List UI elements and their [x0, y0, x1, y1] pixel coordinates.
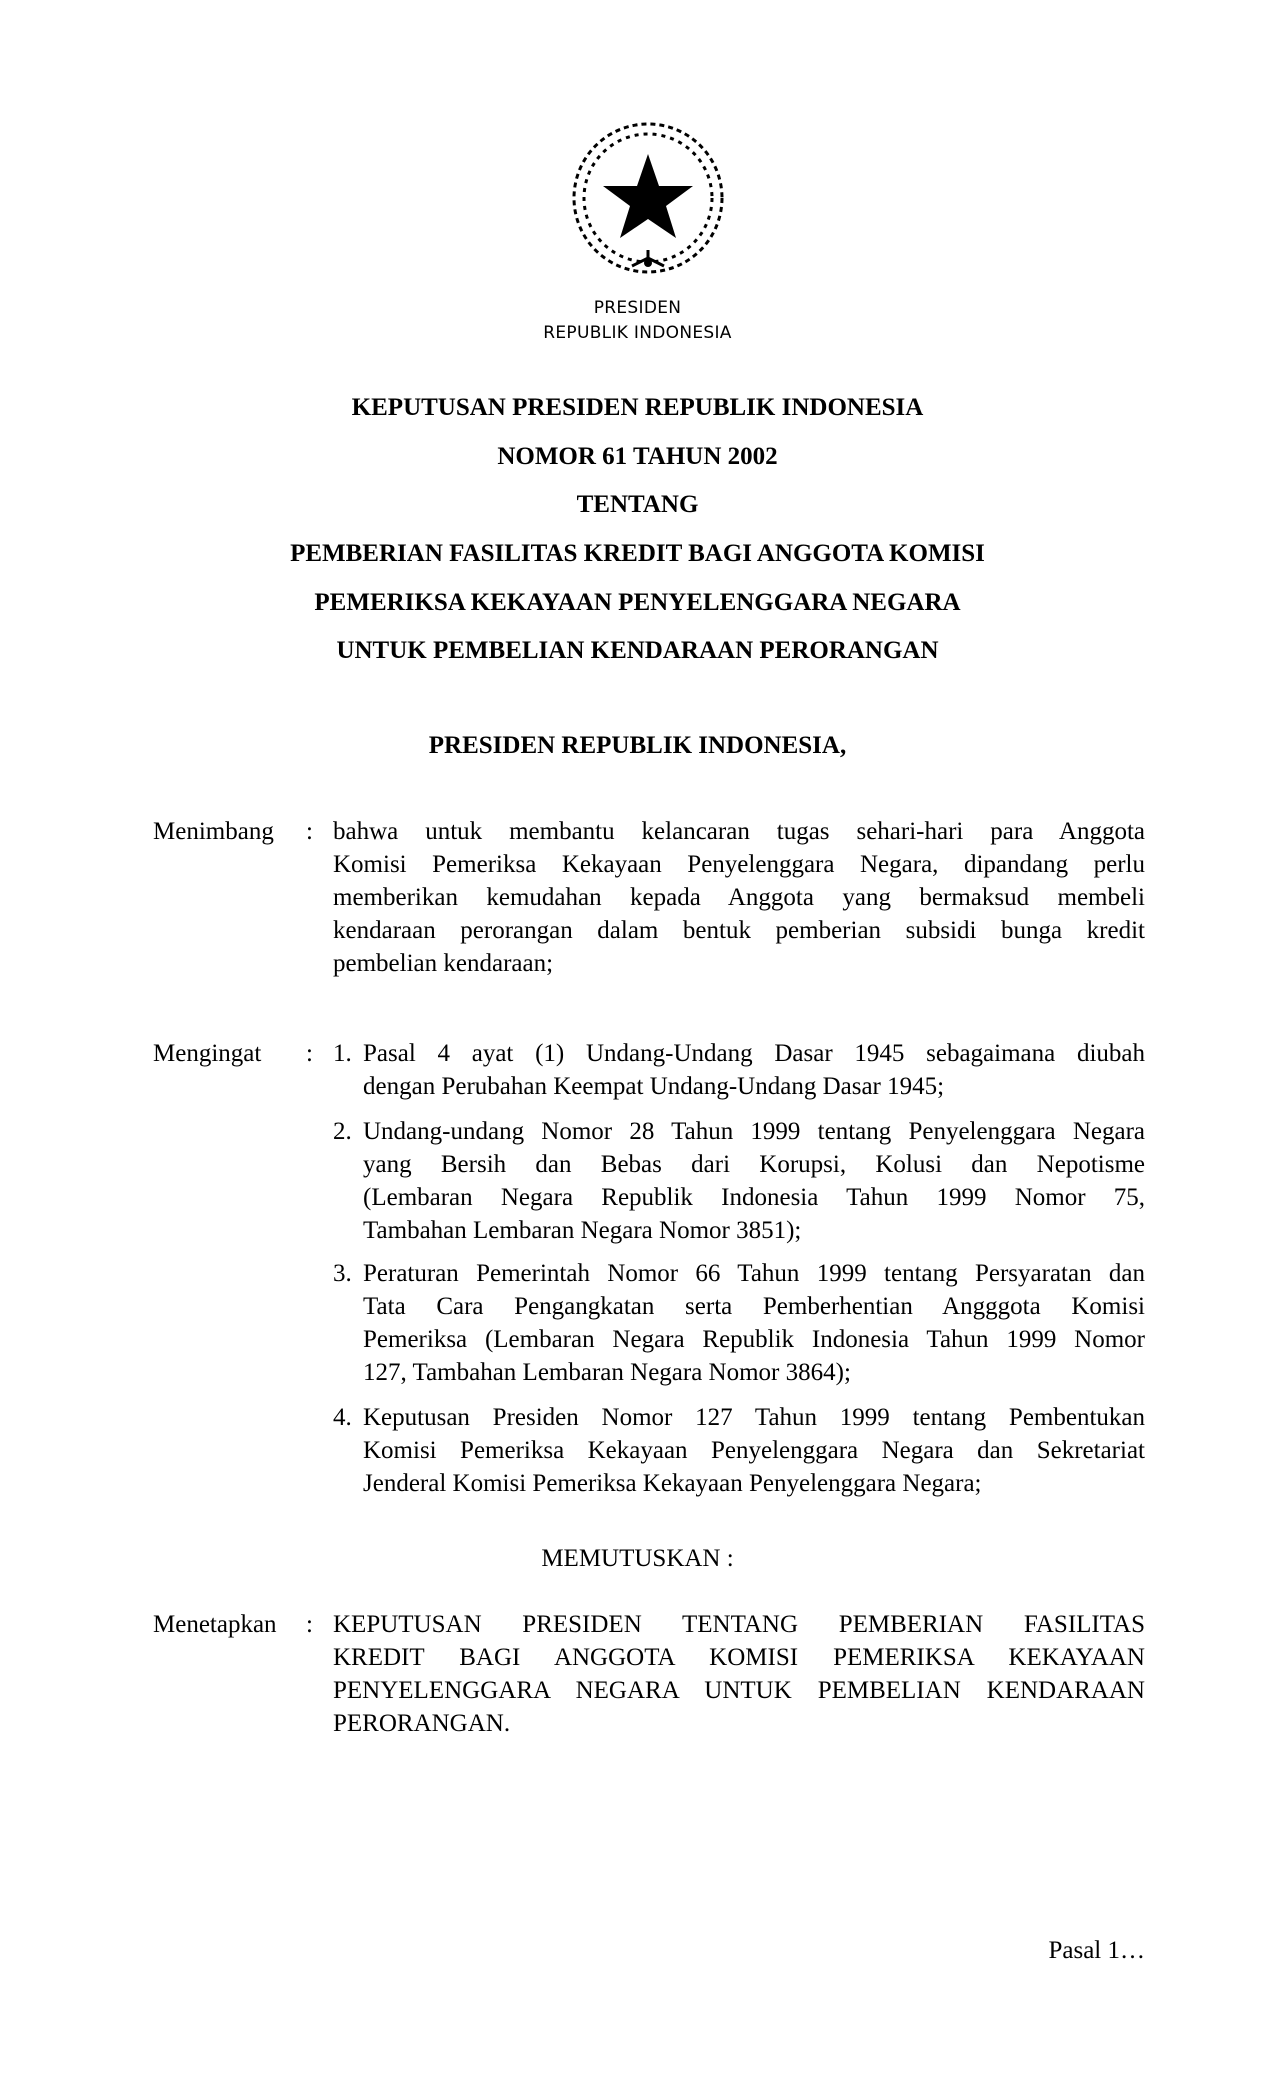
item-number: 3. — [333, 1260, 352, 1287]
menimbang-colon: : — [306, 818, 313, 845]
menimbang-text — [333, 815, 1145, 980]
menimbang-label: Menimbang — [153, 818, 274, 845]
mengingat-item — [333, 1401, 1145, 1500]
letterhead-line1: PRESIDEN — [593, 298, 682, 318]
text-line: (Lembaran Negara Republik Indonesia Tahun 1999 Nomor 75, — [363, 1184, 1145, 1211]
text-line: Komisi Pemeriksa Kekayaan Penyelenggara Negara, dipandang perlu — [333, 851, 1145, 878]
text-line: pembelian kendaraan; — [333, 950, 554, 977]
text-line: PENYELENGGARA NEGARA UNTUK PEMBELIAN KENDARAAN — [333, 1677, 1145, 1704]
text-line: Pasal 4 ayat (1) Undang-Undang Dasar 1945 sebagaimana diubah — [363, 1040, 1145, 1067]
item-number: 1. — [333, 1040, 352, 1067]
text-line: Pemeriksa (Lembaran Negara Republik Indonesia Tahun 1999 Nomor — [363, 1326, 1145, 1353]
text-line: Tambahan Lembaran Negara Nomor 3851); — [363, 1217, 802, 1244]
text-line: KEPUTUSAN PRESIDEN TENTANG PEMBERIAN FASILITAS — [333, 1611, 1145, 1638]
item-number: 4. — [333, 1404, 352, 1431]
text-line: KREDIT BAGI ANGGOTA KOMISI PEMERIKSA KEKAYAAN — [333, 1644, 1145, 1671]
text-line: dengan Perubahan Keempat Undang-Undang Dasar 1945; — [363, 1073, 945, 1100]
text-line: Peraturan Pemerintah Nomor 66 Tahun 1999 tentang Persyaratan dan — [363, 1260, 1145, 1287]
text-line: memberikan kemudahan kepada Anggota yang bermaksud membeli — [333, 884, 1145, 911]
mengingat-label: Mengingat — [153, 1040, 262, 1067]
text-line: Undang-undang Nomor 28 Tahun 1999 tentang Penyelenggara Negara — [363, 1118, 1145, 1145]
menetapkan-text — [333, 1608, 1145, 1740]
letterhead-line2: REPUBLIK INDONESIA — [543, 323, 732, 343]
mengingat-item — [333, 1115, 1145, 1247]
emblem-icon — [566, 116, 730, 280]
mengingat-list — [333, 1037, 1145, 1497]
text-line: kendaraan perorangan dalam bentuk pemberian subsidi bunga kredit — [333, 917, 1145, 944]
text-line: Jenderal Komisi Pemeriksa Kekayaan Penyelenggara Negara; — [363, 1470, 982, 1497]
mengingat-colon: : — [306, 1040, 313, 1067]
text-line: yang Bersih dan Bebas dari Korupsi, Kolusi dan Nepotisme — [363, 1151, 1145, 1178]
title-line: KEPUTUSAN PRESIDEN REPUBLIK INDONESIA — [351, 394, 924, 421]
item-number: 2. — [333, 1118, 352, 1145]
text-line: Tata Cara Pengangkatan serta Pemberhentian Angggota Komisi — [363, 1293, 1145, 1320]
text-line: PERORANGAN. — [333, 1710, 511, 1737]
menetapkan-colon: : — [306, 1611, 313, 1638]
text-line: Komisi Pemeriksa Kekayaan Penyelenggara Negara dan Sekretariat — [363, 1437, 1145, 1464]
text-line: bahwa untuk membantu kelancaran tugas sehari-hari para Anggota — [333, 818, 1145, 845]
menetapkan-label: Menetapkan — [153, 1611, 277, 1638]
title-line: PEMERIKSA KEKAYAAN PENYELENGGARA NEGARA — [314, 589, 961, 616]
mengingat-item — [333, 1257, 1145, 1389]
title-line: NOMOR 61 TAHUN 2002 — [497, 443, 778, 470]
next-page-reference: Pasal 1… — [1048, 1937, 1145, 1964]
title-line: TENTANG — [576, 491, 699, 518]
mengingat-item — [333, 1037, 1145, 1103]
title-line: PEMBERIAN FASILITAS KREDIT BAGI ANGGOTA KOMISI — [290, 540, 985, 567]
title-line: UNTUK PEMBELIAN KENDARAAN PERORANGAN — [336, 637, 939, 664]
text-line: 127, Tambahan Lembaran Negara Nomor 3864); — [363, 1359, 851, 1386]
memutuskan-heading: MEMUTUSKAN : — [541, 1545, 734, 1572]
issuer-heading: PRESIDEN REPUBLIK INDONESIA, — [428, 732, 847, 759]
text-line: Keputusan Presiden Nomor 127 Tahun 1999 tentang Pembentukan — [363, 1404, 1145, 1431]
